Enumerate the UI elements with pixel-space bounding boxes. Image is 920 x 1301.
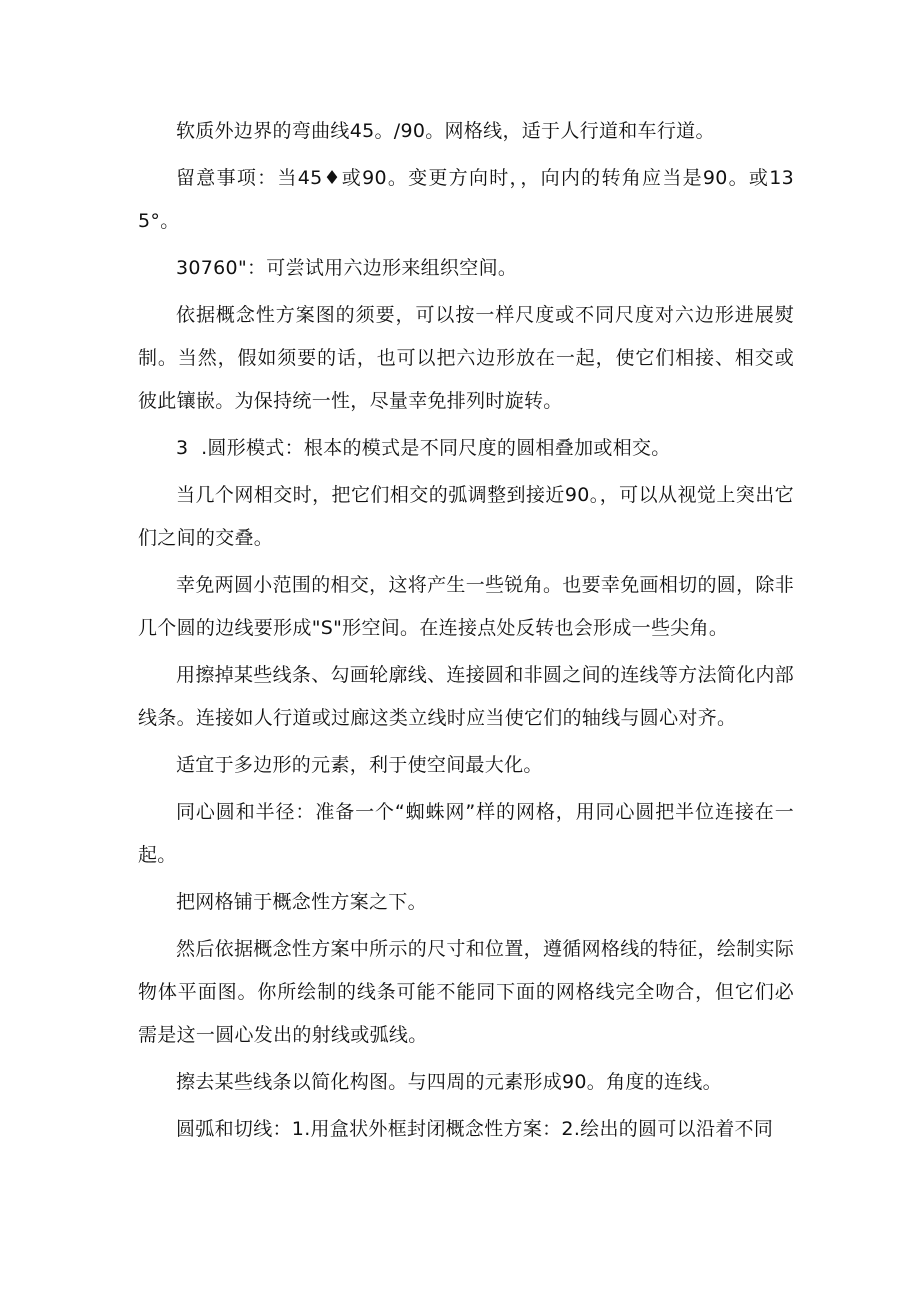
- paragraph-8: 用擦掉某些线条、勾画轮廓线、连接圆和非圆之间的连线等方法简化内部线条。连接如人行道或过廊这类立线时应当使它们的轴线与圆心对齐。: [138, 664, 794, 729]
- paragraph-9: 适宜于多边形的元素，利于使空间最大化。: [176, 754, 543, 776]
- paragraph-13: 擦去某些线条以简化构图。与四周的元素形成90。角度的连线。: [176, 1071, 722, 1093]
- paragraph-12: 然后依据概念性方案中所示的尺寸和位置，遵循网格线的特征，绘制实际物体平面图。你所绘制的线条可能不能同下面的网格线完全吻合，但它们必需是这一圆心发出的射线或弧线。: [138, 938, 794, 1046]
- document-body: [138, 110, 794, 1155]
- paragraph-7: 幸免两圆小范围的相交，这将产生一些锐角。也要幸免画相切的圆，除非几个圆的边线要形成"S"形空间。在连接点处反转也会形成一些尖角。: [138, 574, 794, 639]
- paragraph-6: 当几个网相交时，把它们相交的弧调整到接近90。，可以从视觉上突出它们之间的交叠。: [138, 484, 794, 549]
- paragraph-5: 3 .圆形模式：根本的模式是不同尺度的圆相叠加或相交。: [176, 437, 671, 459]
- paragraph-14: 圆弧和切线：1.用盒状外框封闭概念性方案：2.绘出的圆可以沿着不同: [176, 1118, 774, 1140]
- paragraph-11: 把网格铺于概念性方案之下。: [176, 891, 427, 913]
- paragraph-4: 依据概念性方案图的须要，可以按一样尺度或不同尺度对六边形进展熨制。当然，假如须要的话，也可以把六边形放在一起，使它们相接、相交或彼此镶嵌。为保持统一性，尽量幸免排列时旋转。: [138, 304, 794, 412]
- paragraph-10: 同心圆和半径：准备一个“蜘蛛网”样的网格，用同心圆把半位连接在一起。: [138, 801, 794, 866]
- paragraph-3: 30760"：可尝试用六边形来组织空间。: [176, 257, 518, 279]
- paragraph-2: 留意事项：当45♦或90。变更方向时，，向内的转角应当是90。或135°。: [138, 167, 794, 232]
- paragraph-1: 软质外边界的弯曲线45。/90。网格线，适于人行道和车行道。: [176, 120, 715, 142]
